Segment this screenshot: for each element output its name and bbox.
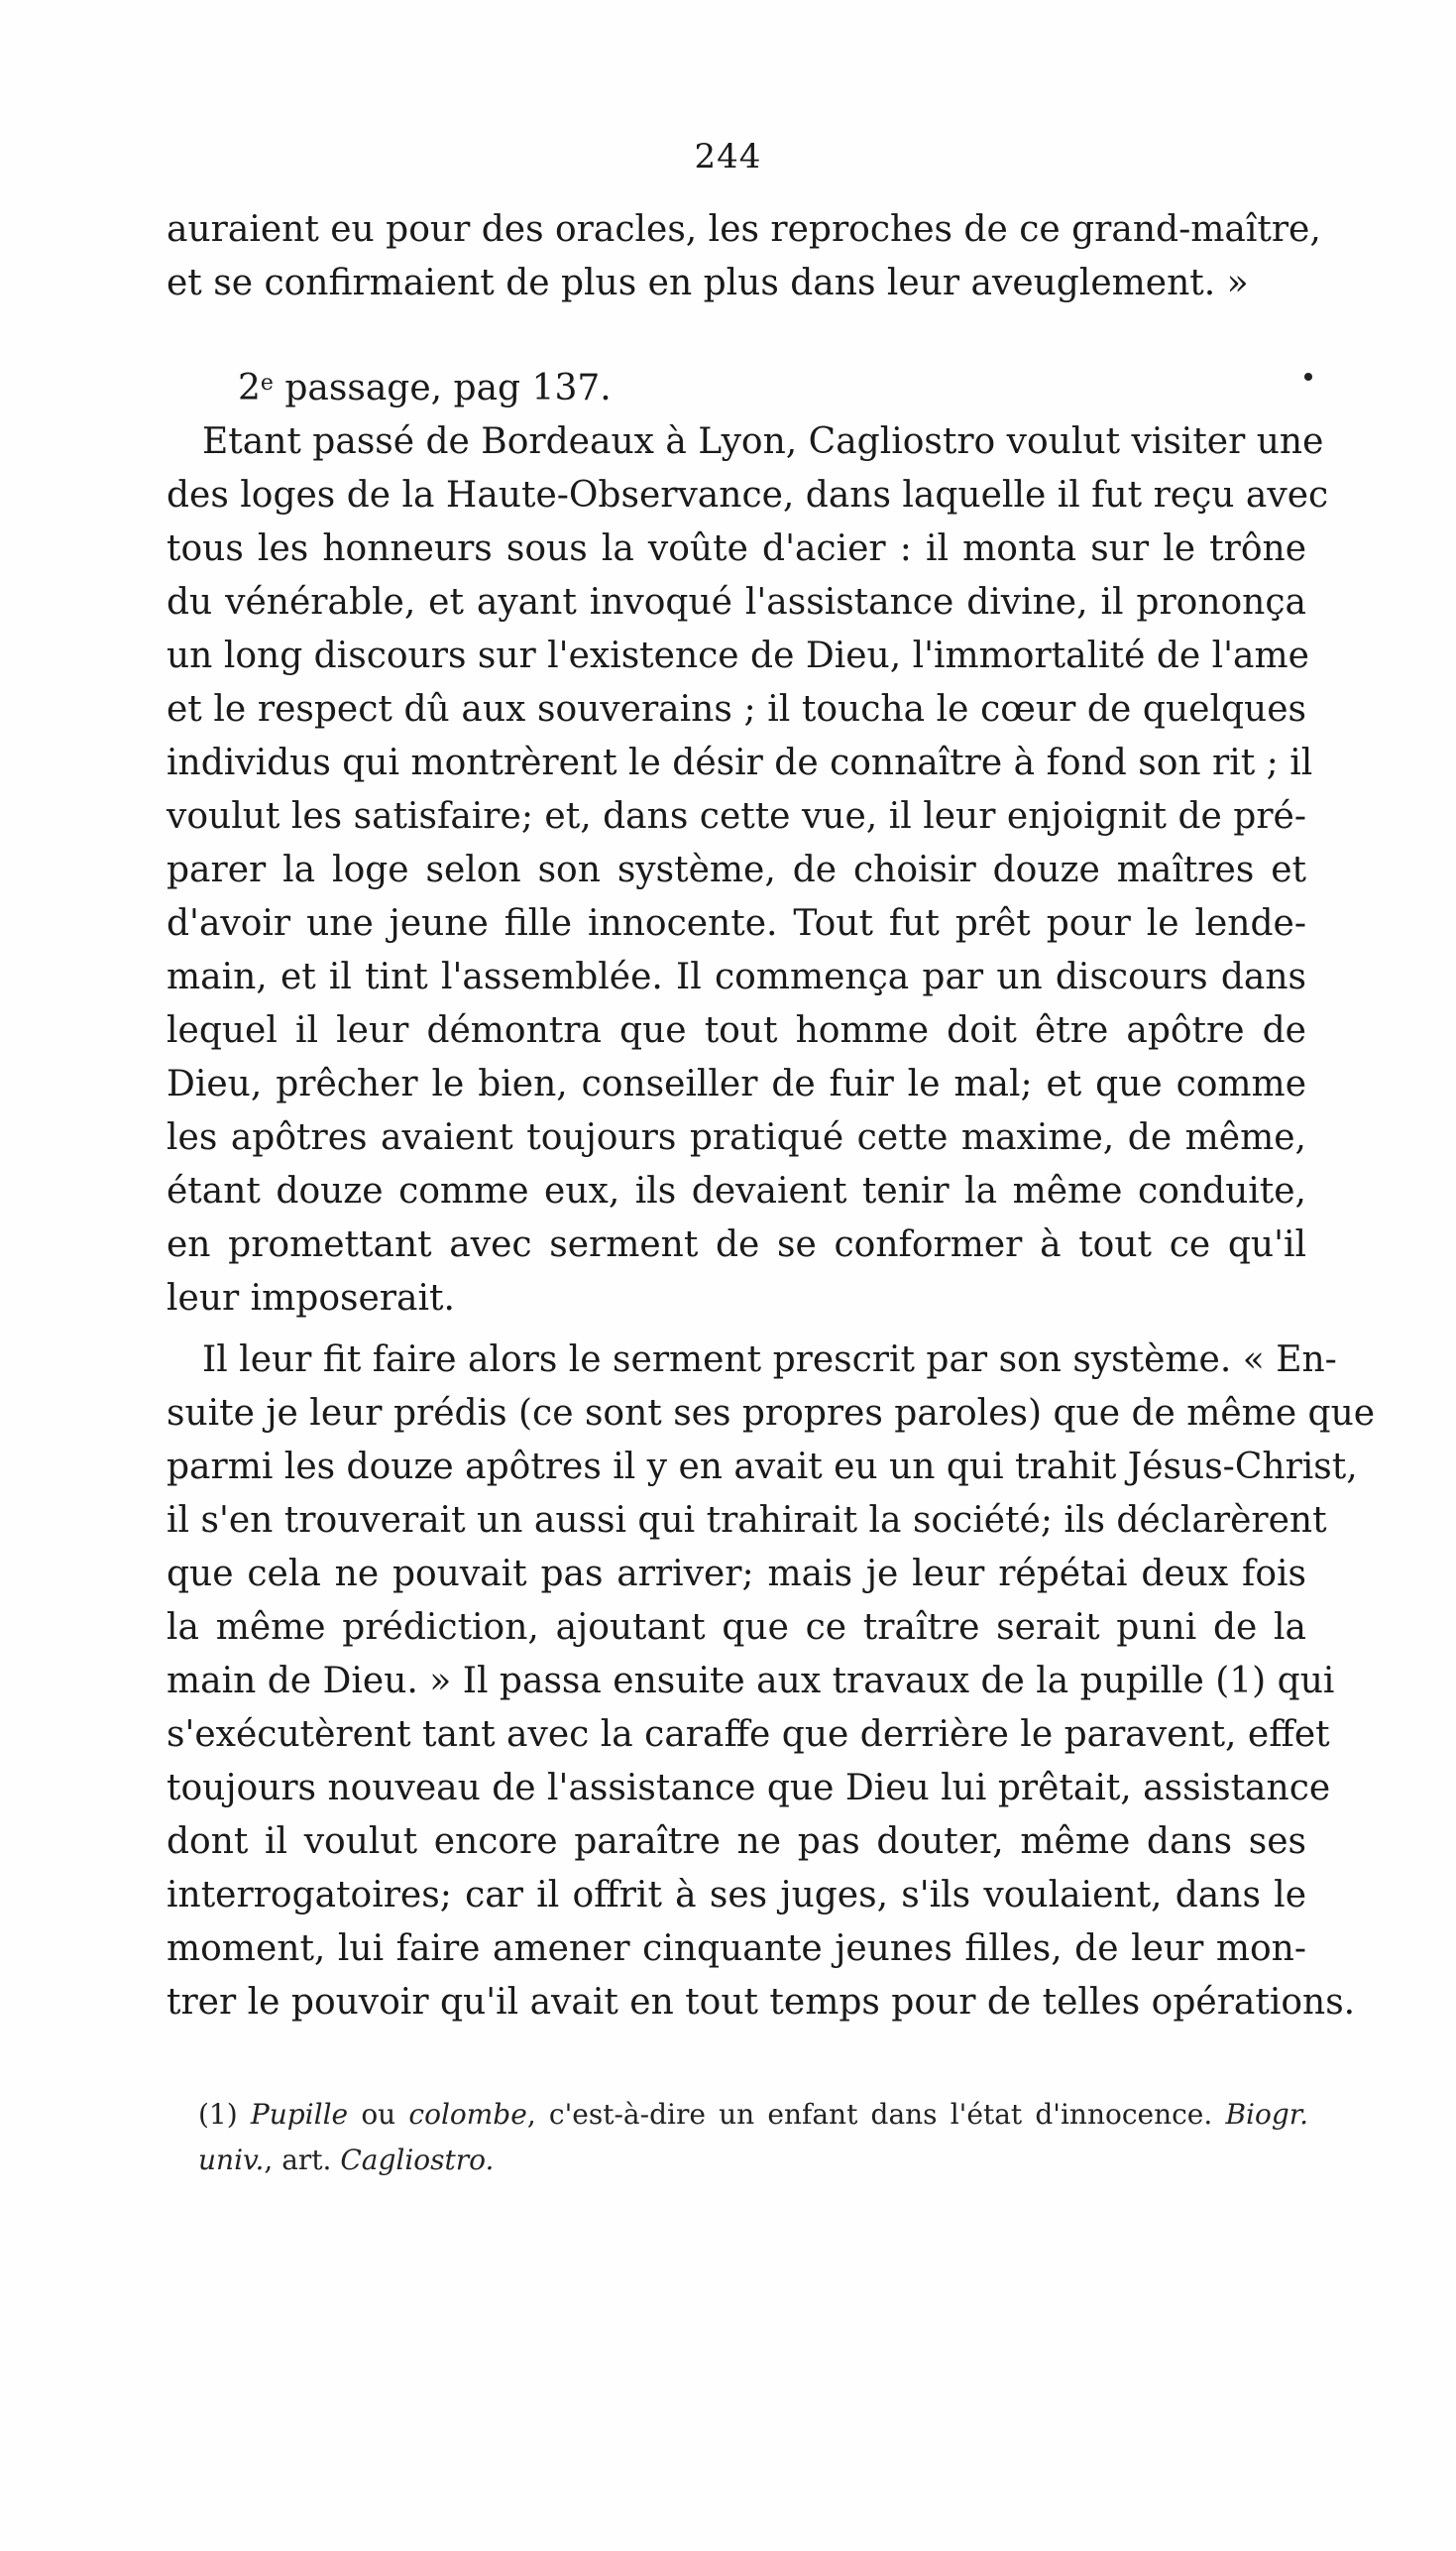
paragraph-1 (167, 415, 1329, 1326)
text-line: et le respect dû aux souverains ; il toucha le cœur de quelques (167, 689, 1306, 730)
text-line: main de Dieu. » Il passa ensuite aux travaux de la pupille (1) qui (167, 1661, 1335, 1701)
text-line: s'exécutèrent tant avec la caraffe que derrière le paravent, effet (167, 1714, 1330, 1755)
continuation-text (167, 203, 1321, 310)
text-line: interrogatoires; car il offrit à ses juges, s'ils voulaient, dans le (167, 1875, 1306, 1915)
footnote-source: Biogr. (1225, 2098, 1309, 2131)
footnote-marker: (1) (198, 2098, 238, 2131)
ink-mark (1304, 373, 1312, 381)
text-line: auraient eu pour des oracles, les reproches de ce grand-maître, (167, 209, 1321, 250)
text-line: et se confirmaient de plus en plus dans leur aveuglement. » (167, 263, 1249, 303)
text-line: étant douze comme eux, ils devaient tenir la même conduite, (167, 1171, 1306, 1212)
text-line: dont il voulut encore paraître ne pas douter, même dans ses (167, 1821, 1306, 1862)
text-line: Dieu, prêcher le bien, conseiller de fuir le mal; et que comme (167, 1064, 1306, 1104)
text-line: la même prédiction, ajoutant que ce traître serait puni de la (167, 1607, 1306, 1648)
footnote-term-2: colombe (408, 2098, 527, 2131)
text-line: Etant passé de Bordeaux à Lyon, Cagliostro voulut visiter une (202, 421, 1324, 462)
text-line: des loges de la Haute-Observance, dans laquelle il fut reçu avec (167, 475, 1329, 516)
passage-ordinal: 2 (238, 368, 261, 408)
paragraph-2 (167, 1333, 1376, 2029)
text-line: un long discours sur l'existence de Dieu, l'immortalité de l'ame (167, 636, 1309, 676)
footnote-line (198, 2138, 1308, 2183)
text-line: moment, lui faire amener cinquante jeunes filles, de leur mon- (167, 1928, 1306, 1969)
passage-ordinal-suffix: e (260, 371, 274, 396)
text-line: suite je leur prédis (ce sont ses propres paroles) que de même que (167, 1393, 1376, 1434)
footnote-connector: ou (361, 2098, 396, 2131)
page-number: 244 (694, 137, 762, 176)
text-line: leur imposerait. (167, 1278, 455, 1319)
footnote-article: Cagliostro. (340, 2144, 495, 2176)
text-line: parer la loge selon son système, de choisir douze maîtres et (167, 850, 1306, 890)
text-line: main, et il tint l'assemblée. Il commença par un discours dans (167, 957, 1306, 997)
text-line: toujours nouveau de l'assistance que Dieu lui prêtait, assistance (167, 1768, 1331, 1808)
passage-label: passage, pag 137. (273, 368, 612, 408)
text-line: en promettant avec serment de se conformer à tout ce qu'il (167, 1224, 1306, 1265)
text-line: du vénérable, et ayant invoqué l'assistance divine, il prononça (167, 582, 1306, 623)
footnote (198, 2092, 1308, 2183)
text-line: d'avoir une jeune fille innocente. Tout fut prêt pour le lende- (167, 903, 1306, 944)
footnote-art: , art. (264, 2144, 332, 2176)
text-line: tous les honneurs sous la voûte d'acier : il monta sur le trône (167, 528, 1306, 569)
text-line: il s'en trouverait un aussi qui trahirait la société; ils déclarèrent (167, 1500, 1327, 1541)
footnote-source-2: univ. (198, 2144, 265, 2176)
text-line: trer le pouvoir qu'il avait en tout temps pour de telles opérations. (167, 1982, 1356, 2023)
passage-heading (238, 357, 612, 415)
text-line: lequel il leur démontra que tout homme doit être apôtre de (167, 1010, 1306, 1051)
text-line: que cela ne pouvait pas arriver; mais je leur répétai deux fois (167, 1554, 1306, 1594)
footnote-term: Pupille (250, 2098, 349, 2131)
text-line: individus qui montrèrent le désir de connaître à fond son rit ; il (167, 743, 1313, 783)
text-line: Il leur fit faire alors le serment prescrit par son système. « En- (202, 1339, 1337, 1380)
footnote-definition: , c'est-à-dire un enfant dans l'état d'innocence. (526, 2098, 1213, 2131)
text-line: les apôtres avaient toujours pratiqué cette maxime, de même, (167, 1117, 1306, 1158)
text-line: parmi les douze apôtres il y en avait eu un qui trahit Jésus-Christ, (167, 1447, 1358, 1487)
footnote-line (198, 2092, 1308, 2138)
text-line: voulut les satisfaire; et, dans cette vue, il leur enjoignit de pré- (167, 796, 1306, 837)
